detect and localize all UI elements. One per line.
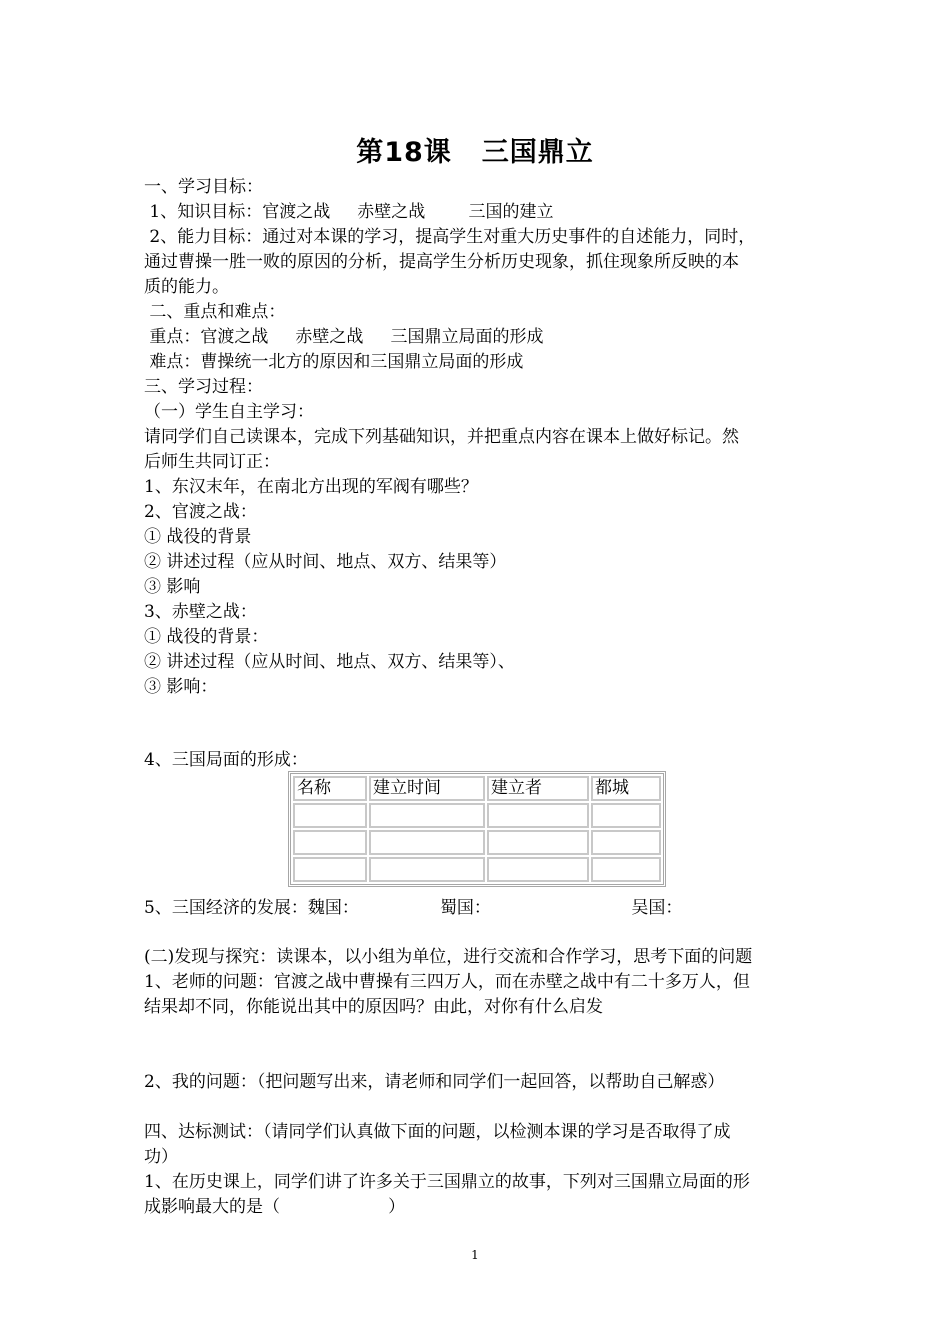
table-row xyxy=(293,830,661,855)
goal-heading: 一、学习目标： xyxy=(144,177,263,197)
explore-heading: (二)发现与探究：读课本，以小组为单位，进行交流和合作学习，思考下面的问题 xyxy=(144,947,753,967)
chibi-background: ① 战役的背景： xyxy=(144,627,269,647)
table-header-row xyxy=(293,776,661,801)
chibi-heading: 3、赤壁之战： xyxy=(144,602,257,622)
table-cell xyxy=(591,830,661,855)
guandu-impact: ③ 影响 xyxy=(144,577,201,597)
ability-goal-2: 通过曹操一胜一败的原因的分析，提高学生分析历史现象，抓住现象所反映的本 xyxy=(144,252,739,272)
chibi-process: ② 讲述过程（应从时间、地点、双方、结果等）、 xyxy=(144,652,515,672)
table-header-capital: 都城 xyxy=(591,776,661,801)
ability-goal-3: 质的能力。 xyxy=(144,277,229,297)
table-header-name: 名称 xyxy=(293,776,367,801)
three-kingdoms-table xyxy=(288,771,666,887)
test-question-1a: 1、在历史课上，同学们讲了许多关于三国鼎立的故事，下列对三国鼎立局面的形 xyxy=(144,1172,750,1192)
key-points-heading: 二、重点和难点： xyxy=(144,302,286,322)
table-header-founder: 建立者 xyxy=(487,776,589,801)
ability-goal-1: 2、能力目标：通过对本课的学习，提高学生对重大历史事件的自述能力，同时， xyxy=(144,227,756,247)
table-cell xyxy=(293,803,367,828)
economy-line: 5、三国经济的发展：魏国： 蜀国： 吴国： xyxy=(144,898,683,918)
lesson-title xyxy=(0,130,950,169)
teacher-question-2: 结果却不同，你能说出其中的原因吗？由此，对你有什么启发 xyxy=(144,997,603,1017)
table-cell xyxy=(487,803,589,828)
table-cell xyxy=(591,857,661,882)
table-cell xyxy=(591,803,661,828)
self-study-heading: （一）学生自主学习： xyxy=(144,402,314,422)
difficult-points: 难点：曹操统一北方的原因和三国鼎立局面的形成 xyxy=(144,352,524,372)
table-cell xyxy=(293,830,367,855)
lesson-name: 三国鼎立 xyxy=(481,137,594,168)
table-cell xyxy=(487,857,589,882)
table-cell xyxy=(369,803,485,828)
table-cell xyxy=(369,830,485,855)
self-study-instruction-2: 后师生共同订正： xyxy=(144,452,280,472)
guandu-heading: 2、官渡之战： xyxy=(144,502,257,522)
knowledge-goal: 1、知识目标：官渡之战 赤壁之战 三国的建立 xyxy=(144,202,554,222)
table-cell xyxy=(293,857,367,882)
guandu-background: ① 战役的背景 xyxy=(144,527,252,547)
test-heading-1: 四、达标测试：（请同学们认真做下面的问题，以检测本课的学习是否取得了成 xyxy=(144,1122,731,1142)
page-number: 1 xyxy=(471,1248,479,1262)
three-kingdoms-heading: 4、三国局面的形成： xyxy=(144,750,308,770)
chibi-impact: ③ 影响： xyxy=(144,677,218,697)
table-row xyxy=(293,803,661,828)
my-question: 2、我的问题：（把问题写出来，请老师和同学们一起回答，以帮助自己解惑） xyxy=(144,1072,725,1092)
process-heading: 三、学习过程： xyxy=(144,377,263,397)
test-question-1b: 成影响最大的是（ ） xyxy=(144,1197,406,1217)
table-cell xyxy=(369,857,485,882)
table-cell xyxy=(487,830,589,855)
question-warlords: 1、东汉末年，在南北方出现的军阀有哪些？ xyxy=(144,477,478,497)
table-row xyxy=(293,857,661,882)
self-study-instruction-1: 请同学们自己读课本，完成下列基础知识，并把重点内容在课本上做好标记。然 xyxy=(144,427,739,447)
teacher-question-1: 1、老师的问题：官渡之战中曹操有三四万人，而在赤壁之战中有二十多万人，但 xyxy=(144,972,750,992)
test-heading-2: 功） xyxy=(144,1147,178,1167)
key-points: 重点：官渡之战 赤壁之战 三国鼎立局面的形成 xyxy=(144,327,544,347)
table-header-time: 建立时间 xyxy=(369,776,485,801)
guandu-process: ② 讲述过程（应从时间、地点、双方、结果等） xyxy=(144,552,507,572)
lesson-number: 第18课 xyxy=(356,137,452,168)
